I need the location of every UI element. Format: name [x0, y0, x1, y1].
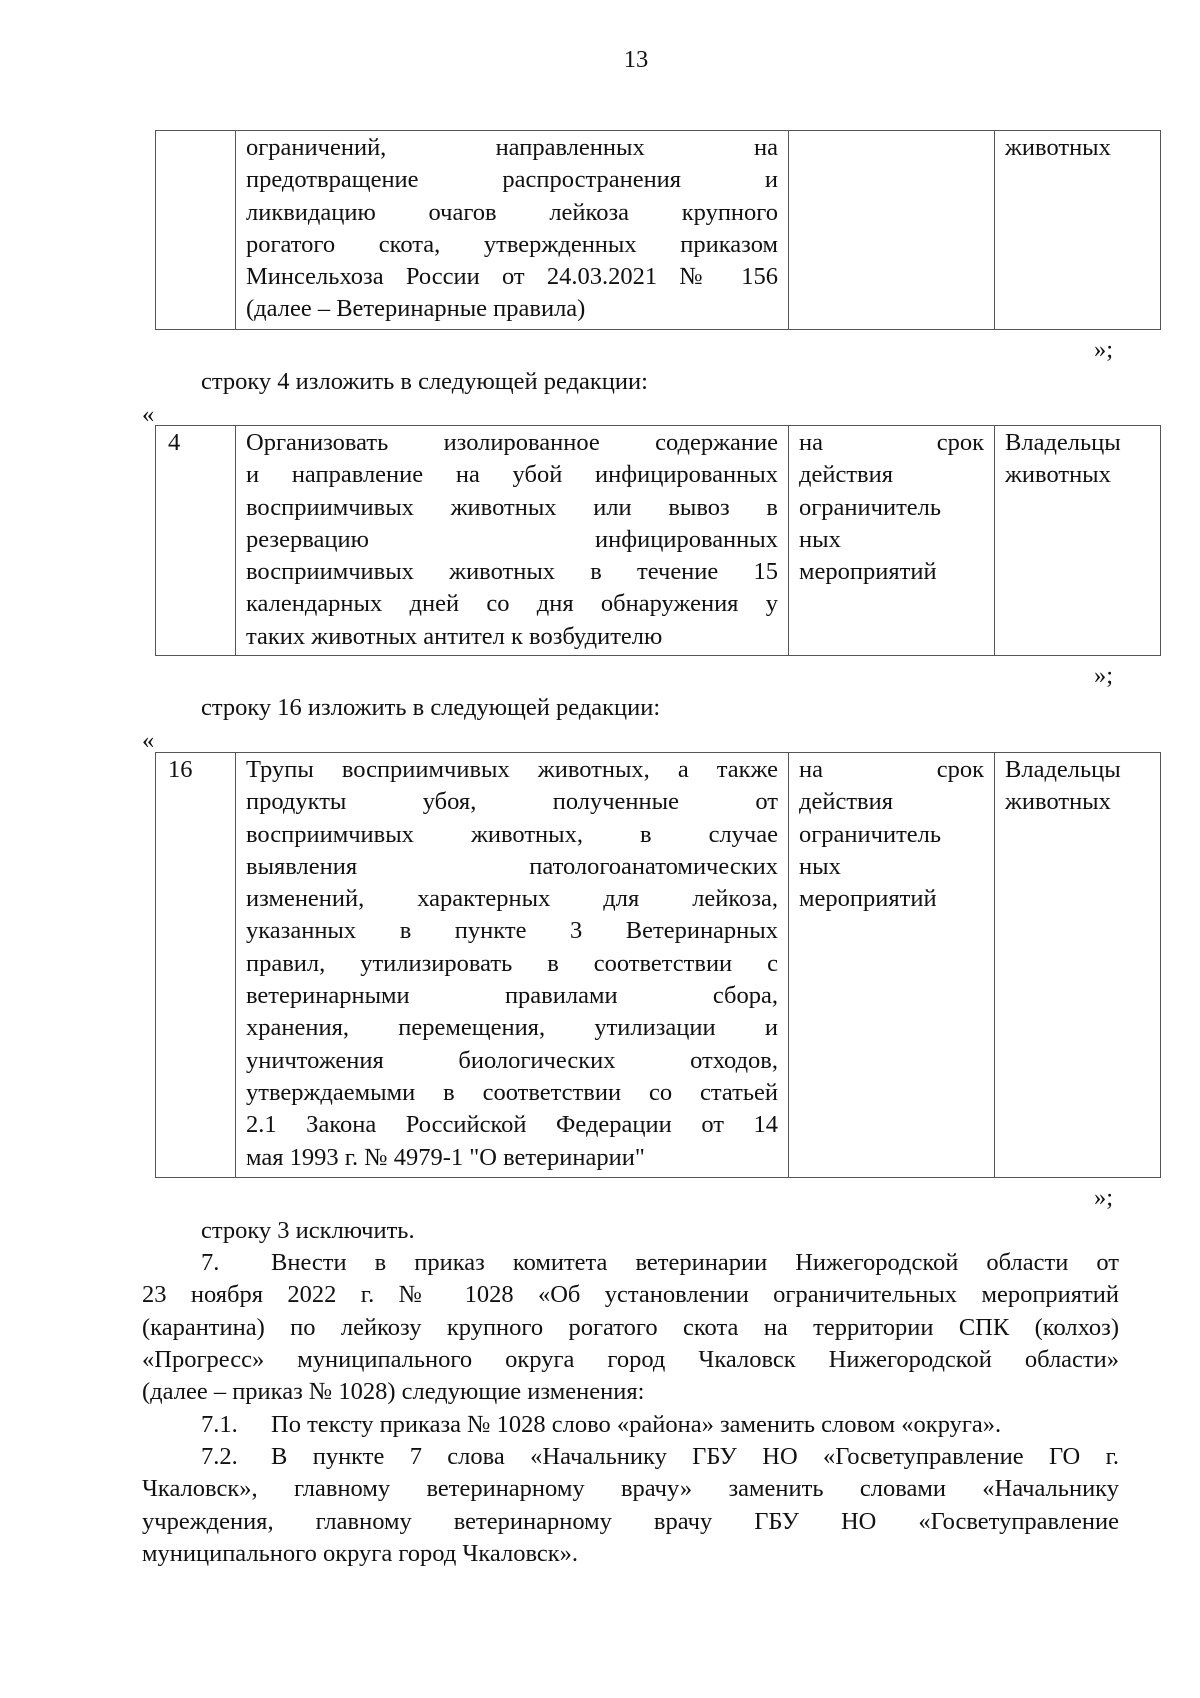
- text-line: резервацию инфицированных: [246, 525, 778, 553]
- text-line: восприимчивых животных, в случае: [246, 820, 778, 848]
- cell-term: [789, 131, 995, 330]
- text-line: хранения, перемещения, утилизации и: [246, 1014, 778, 1042]
- cell-responsible: [995, 753, 1161, 1178]
- instruction-row-16: [142, 692, 1178, 724]
- item-number: 7.2.: [201, 1443, 238, 1470]
- text-line: восприимчивых животных или вывоз в: [246, 493, 778, 521]
- text-line: ликвидацию очагов лейкоза крупного: [246, 198, 778, 226]
- text-line: [142, 1247, 1119, 1279]
- text-line: мероприятий: [799, 885, 937, 913]
- text-line: изменений, характерных для лейкоза,: [246, 885, 778, 913]
- text-line: рогатого скота, утвержденных приказом: [246, 230, 778, 258]
- closing-quote: »;: [1094, 1184, 1114, 1211]
- text-line: ограничитель: [799, 820, 942, 848]
- text-line: указанных в пункте 3 Ветеринарных: [246, 917, 778, 945]
- instruction-row-3: [142, 1215, 1178, 1247]
- cell-term: [789, 426, 995, 656]
- text-line: мая 1993 г. № 4979-1 "О ветеринарии": [246, 1143, 645, 1171]
- text-line: животных: [1005, 788, 1111, 816]
- cell-number: [156, 131, 236, 330]
- page-number: 13: [623, 46, 649, 73]
- text-line: на срок: [799, 429, 984, 456]
- item-7-1-paragraph: [142, 1409, 1119, 1441]
- item-number: 7.1.: [201, 1411, 238, 1438]
- text-line: Владельцы: [1005, 429, 1121, 456]
- cell-number: 4: [156, 426, 236, 656]
- text-line: Минсельхоза России от 24.03.2021 № 156: [246, 263, 778, 291]
- table-row-4: [155, 425, 1161, 656]
- table-continuation: [155, 130, 1161, 330]
- text-line: 23 ноября 2022 г. № 1028 «Об установлении ограничительных мероприятий: [142, 1281, 1119, 1309]
- text-line: Трупы восприимчивых животных, а также: [246, 756, 778, 783]
- cell-responsible: [995, 131, 1161, 330]
- text-line: таких животных антител к возбудителю: [246, 622, 663, 650]
- cell-number: 16: [156, 753, 236, 1178]
- text-line: мероприятий: [799, 558, 937, 586]
- text-line: Владельцы: [1005, 756, 1121, 783]
- text-line: на срок: [799, 756, 984, 783]
- text-line: ветеринарными правилами сбора,: [246, 982, 778, 1010]
- text-line: «Прогресс» муниципального округа город Чкаловск Нижегородской области»: [142, 1345, 1119, 1373]
- text-line: учреждения, главному ветеринарному врачу ГБУ НО «Госветуправление: [142, 1507, 1119, 1535]
- cell-measure-text: [236, 131, 789, 330]
- closing-quote: »;: [1094, 336, 1114, 363]
- text-line: (карантина) по лейкозу крупного рогатого скота на территории СПК (колхоз): [142, 1313, 1119, 1341]
- text-line: ных: [799, 525, 841, 553]
- text-line: правил, утилизировать в соответствии с: [246, 949, 778, 977]
- text-line: Организовать изолированное содержание: [246, 429, 778, 456]
- table-row-16: [155, 752, 1161, 1178]
- cell-term: [789, 753, 995, 1178]
- text-line: уничтожения биологических отходов,: [246, 1046, 778, 1074]
- item-text: В пункте 7 слова «Начальнику ГБУ НО «Госветуправление ГО г.: [271, 1443, 1119, 1470]
- text-line: восприимчивых животных в течение 15: [246, 558, 778, 586]
- text-line: предотвращение распространения и: [246, 166, 778, 194]
- text-line: 2.1 Закона Российской Федерации от 14: [246, 1111, 778, 1139]
- item-7-2-paragraph: [142, 1441, 1119, 1570]
- item-7-paragraph: [142, 1247, 1119, 1408]
- text-line: утверждаемыми в соответствии со статьей: [246, 1078, 778, 1106]
- text-line: ограничитель: [799, 493, 942, 521]
- item-text: По тексту приказа № 1028 слово «района» заменить словом «округа».: [271, 1411, 1002, 1438]
- text-line: животных: [1005, 461, 1111, 489]
- text-line: Чкаловск», главному ветеринарному врачу» заменить словами «Начальнику: [142, 1475, 1119, 1503]
- text-line: действия: [799, 788, 893, 816]
- text-line: выявления патологоанатомических: [246, 852, 778, 880]
- cell-responsible: [995, 426, 1161, 656]
- table-row: [156, 131, 1161, 330]
- text-line: муниципального округа город Чкаловск».: [142, 1539, 579, 1567]
- text-line: действия: [799, 461, 893, 489]
- instruction-row-4: [142, 366, 1178, 398]
- text-line: ных: [799, 852, 841, 880]
- table-row: [156, 426, 1161, 656]
- opening-quote: «: [142, 727, 155, 754]
- instruction-text: строку 16 изложить в следующей редакции:: [201, 694, 661, 721]
- item-text: Внести в приказ комитета ветеринарии Нижегородской области от: [271, 1249, 1119, 1276]
- cell-measure-text: [236, 753, 789, 1178]
- text-line: животных: [1005, 134, 1111, 161]
- text-line: продукты убоя, полученные от: [246, 788, 778, 816]
- text-line: и направление на убой инфицированных: [246, 461, 778, 489]
- text-line: календарных дней со дня обнаружения у: [246, 590, 778, 618]
- text-line: ограничений, направленных на: [246, 134, 778, 161]
- text-line: [142, 1409, 1119, 1441]
- text-line: (далее – приказ № 1028) следующие изменения:: [142, 1378, 645, 1406]
- item-number: 7.: [201, 1249, 220, 1276]
- opening-quote: «: [142, 401, 155, 428]
- text-line: [142, 1441, 1119, 1473]
- closing-quote: »;: [1094, 662, 1114, 689]
- instruction-text: строку 4 изложить в следующей редакции:: [201, 368, 648, 395]
- cell-measure-text: [236, 426, 789, 656]
- text-line: (далее – Ветеринарные правила): [246, 295, 586, 323]
- table-row: [156, 753, 1161, 1178]
- instruction-text: строку 3 исключить.: [201, 1217, 415, 1244]
